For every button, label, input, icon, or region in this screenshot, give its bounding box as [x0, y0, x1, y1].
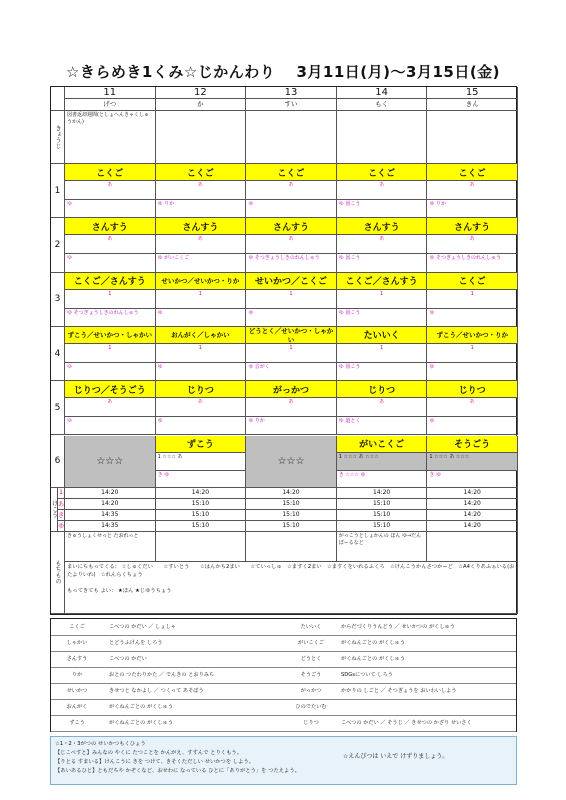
row-ki-yu: ゆ	[65, 200, 156, 218]
row-a: あ	[337, 235, 428, 254]
goals-text	[55, 740, 300, 776]
goal-line: 【じこべすと】みんなの やくに たつことを かんがえ、すすんで とりくもう。	[55, 750, 242, 756]
row-ki-yu: ゆ	[65, 363, 156, 381]
row-ki-yu: き ☆☆☆ ゆ	[337, 471, 428, 488]
subject-name: さんすう	[65, 218, 156, 235]
row-a: 1	[246, 290, 337, 309]
legend-key: こくご	[69, 624, 85, 630]
goal-line: 【あいあるひと】ともだちや かぞくなど、おせわに なっている ひとに「ありがとう」を つたえよう。	[55, 768, 300, 774]
subject-name: どうとく／せいかつ・しゃかい	[246, 327, 337, 344]
legend-row	[51, 683, 516, 700]
subject-name: こくご	[427, 273, 518, 290]
dismissal-time: 14:20	[65, 499, 156, 510]
dismissal-time: 15:10	[337, 499, 428, 510]
header-corner	[51, 87, 65, 111]
row-a: あ	[337, 398, 428, 417]
period-label: 6	[51, 436, 65, 488]
legend-key: ひのでたいむ	[295, 704, 327, 710]
subject-name: たいいく	[337, 327, 428, 344]
dismissal-label: げこう	[51, 488, 58, 532]
legend-desc: おとの つたわりかた ／ でんきの とおりみち	[109, 672, 215, 678]
subject-name: こくご	[427, 164, 518, 181]
row-ki-yu: き ゆ	[427, 471, 518, 488]
row-a: 1	[246, 344, 337, 363]
row-ki-yu: ゆ がいこくご	[156, 254, 247, 272]
row-ki-yu: ゆ 図こう	[337, 200, 428, 218]
timetable	[50, 86, 517, 615]
everyday-items	[65, 562, 518, 615]
subject-name: さんすう	[156, 218, 247, 235]
everyday-list: ☆しゅくだい ☆すいとう ☆はんかち2まい ☆ていっしゅ ☆ますく2まい ☆ますくをいれるふくろ ☆けんこうかんさつかーど ☆A4くりあふぁいる(おたよりいれ) ☆れんらくちょう	[67, 563, 515, 578]
subject-name: がいこくご	[337, 436, 428, 453]
belongings-day	[427, 532, 518, 562]
morning-empty	[156, 111, 247, 164]
subject-name: こくご	[246, 164, 337, 181]
subject-name: こくご／さんすう	[65, 273, 156, 290]
row-ki-yu: ゆ	[427, 309, 518, 327]
legend-desc: がくねんごとの がくしゅう	[341, 656, 405, 662]
row-a: あ	[65, 398, 156, 417]
row-a: 1 ☆☆☆ あ ☆☆☆	[427, 453, 518, 471]
day-name: か	[156, 99, 247, 111]
day-number: 13	[246, 87, 337, 99]
day-number: 12	[156, 87, 247, 99]
row-a: 1	[156, 290, 247, 309]
dismissal-time: 14:20	[65, 488, 156, 499]
dismissal-time: 14:20	[246, 488, 337, 499]
row-a: あ	[65, 181, 156, 200]
dismissal-group: き	[58, 510, 65, 521]
subject-name: こくご	[337, 164, 428, 181]
dismissal-time: 15:10	[156, 499, 247, 510]
dismissal-time: 15:10	[246, 510, 337, 521]
belongings-day: きゅうしょくせっと たおれっと	[65, 532, 156, 562]
subject-name: がっかつ	[246, 381, 337, 398]
legend-key: おんがく	[66, 704, 88, 710]
legend-desc: がくねんごとの がくしゅう	[109, 704, 173, 710]
dismissal-group: 1	[58, 488, 65, 499]
stars-block: ☆☆☆	[65, 436, 156, 488]
dismissal-group: あ	[58, 499, 65, 510]
row-ki-yu: ゆ	[246, 200, 337, 218]
legend-key: ずこう	[69, 720, 85, 726]
dismissal-time: 14:35	[65, 510, 156, 521]
subject-name: ずこう／せいかつ・りか	[427, 327, 518, 344]
row-ki-yu: ゆ そつぎょうしきのれんしゅう	[65, 309, 156, 327]
subject-name: こくご	[156, 164, 247, 181]
period-label: 1	[51, 164, 65, 218]
subject-name: さんすう	[246, 218, 337, 235]
dismissal-time: 15:10	[156, 521, 247, 532]
legend-desc: がくねんごとの がくしゅう	[341, 640, 405, 646]
row-ki-yu: ゆ 道とく	[337, 417, 428, 435]
row-a: あ	[427, 235, 518, 254]
stars-block: ☆☆☆	[246, 436, 337, 488]
row-ki-yu: ゆ りか	[156, 200, 247, 218]
legend-row	[51, 651, 516, 668]
subject-name: こくご	[65, 164, 156, 181]
belongings-day	[246, 532, 337, 562]
day-number: 15	[427, 87, 518, 99]
row-a: 1	[337, 344, 428, 363]
legend-row	[51, 699, 516, 716]
row-ki-yu: き ゆ	[156, 471, 247, 488]
subject-name: ずこう	[156, 436, 247, 453]
notes-box	[50, 736, 517, 785]
dismissal-time: 15:10	[246, 499, 337, 510]
dismissal-time: 14:20	[427, 521, 518, 532]
subject-name: こくご／さんすう	[337, 273, 428, 290]
everyday-title: まいにちもってくる：	[67, 563, 120, 570]
row-a: 1	[65, 290, 156, 309]
dismissal-time: 14:20	[337, 488, 428, 499]
dismissal-time: 15:10	[337, 521, 428, 532]
optional-list: ★ほん ★じゆうちょう	[118, 587, 172, 594]
dismissal-time: 15:10	[337, 510, 428, 521]
row-a: あ	[337, 181, 428, 200]
row-ki-yu: ゆ りか	[246, 417, 337, 435]
dismissal-time: 14:20	[156, 488, 247, 499]
day-number: 11	[65, 87, 156, 99]
optional-title: もってきても よい：	[67, 587, 117, 594]
morning-label: きょうじ	[51, 111, 65, 164]
subject-name: せいかつ／こくご	[246, 273, 337, 290]
morning-empty	[246, 111, 337, 164]
pencil-note: ☆えんぴつは いえで けずりましょう。	[343, 753, 449, 760]
dismissal-time: 14:20	[427, 510, 518, 521]
row-a: あ	[156, 235, 247, 254]
goal-line: 【りとる すまいる】けんこうに きを つけて、きそくただしい せいかつを しよう。	[55, 759, 255, 765]
legend-key: そうごう	[300, 672, 322, 678]
row-ki-yu: ゆ	[156, 363, 247, 381]
subject-name: じりつ	[337, 381, 428, 398]
legend-desc: からだづくりうんどう ／ せいかつの がくしゅう	[341, 624, 455, 630]
row-a: 1	[427, 344, 518, 363]
row-a: 1	[65, 344, 156, 363]
legend-row	[51, 635, 516, 652]
row-a: あ	[156, 398, 247, 417]
goal-line: ☆1・2・3がつの せいかつもくひょう	[55, 741, 146, 747]
row-a: 1 ☆☆☆ あ ☆☆☆	[337, 453, 428, 471]
legend-key: がいこくご	[298, 640, 324, 646]
subject-name: じりつ	[427, 381, 518, 398]
belongings-day	[156, 532, 247, 562]
legend-row	[51, 619, 516, 636]
row-a: あ	[156, 181, 247, 200]
day-name: げつ	[65, 99, 156, 111]
row-a: あ	[246, 398, 337, 417]
subject-name: さんすう	[427, 218, 518, 235]
legend-desc: こべつの かだい	[109, 656, 147, 662]
row-ki-yu: ゆ 図こう	[337, 363, 428, 381]
dismissal-group: ゆ	[58, 521, 65, 532]
legend-row	[51, 715, 516, 732]
legend-key: じりつ	[303, 720, 319, 726]
row-ki-yu: ゆ 図こう	[337, 254, 428, 272]
period-label: 2	[51, 218, 65, 272]
belongings-label: もちもの	[51, 532, 65, 615]
subject-name: ずこう／せいかつ・しゃかい	[65, 327, 156, 344]
subject-name: せいかつ／せいかつ・りか	[156, 273, 247, 290]
legend-key: しゃかい	[66, 640, 88, 646]
legend-key: さんすう	[66, 656, 88, 662]
row-a: 1 ☆☆☆ あ	[156, 453, 247, 471]
dismissal-time: 14:35	[65, 521, 156, 532]
legend-desc: とどうふけんを しろう	[109, 640, 163, 646]
period-label: 4	[51, 327, 65, 381]
period-label: 3	[51, 273, 65, 327]
row-ki-yu: ゆ そつぎょうしきのれんしゅう	[427, 254, 518, 272]
legend-key: たいいく	[300, 624, 322, 630]
row-a: あ	[427, 181, 518, 200]
dismissal-time: 14:20	[427, 488, 518, 499]
subject-legend	[50, 618, 517, 732]
row-ki-yu: ゆ	[156, 309, 247, 327]
day-name: すい	[246, 99, 337, 111]
subject-name: おんがく／しゃかい	[156, 327, 247, 344]
legend-key: がっかつ	[300, 688, 322, 694]
row-ki-yu: ゆ りか	[427, 200, 518, 218]
row-a: あ	[246, 235, 337, 254]
dismissal-time: 15:10	[156, 510, 247, 521]
dismissal-time: 14:20	[427, 499, 518, 510]
row-a: あ	[65, 235, 156, 254]
row-a: 1	[156, 344, 247, 363]
row-ki-yu: ゆ	[65, 417, 156, 435]
legend-desc: こべつの かだい ／ しょしゃ	[109, 624, 176, 630]
period-label: 5	[51, 381, 65, 435]
row-ki-yu: ゆ	[427, 363, 518, 381]
legend-desc: かかりの しごと ／ そつぎょうを おいわいしよう	[341, 688, 457, 694]
row-ki-yu: ゆ	[156, 417, 247, 435]
subject-name: そうごう	[427, 436, 518, 453]
subject-name: じりつ	[156, 381, 247, 398]
row-ki-yu: ゆ 音がく	[246, 363, 337, 381]
row-a: あ	[427, 398, 518, 417]
legend-row	[51, 667, 516, 684]
row-ki-yu: ゆ そつぎょうしきのれんしゅう	[246, 254, 337, 272]
legend-key: せいかつ	[66, 688, 88, 694]
day-name: きん	[427, 99, 518, 111]
page-title: ☆きらめき1くみ☆じかんわり 3月11日(月)～3月15日(金)	[65, 63, 501, 81]
day-number: 14	[337, 87, 428, 99]
row-ki-yu: ゆ	[65, 254, 156, 272]
legend-desc: こべつの かだい ／ そうじ ／ きせつの かざり せいさく	[341, 720, 472, 726]
row-ki-yu: ゆ	[427, 417, 518, 435]
legend-key: どうとく	[300, 656, 322, 662]
morning-empty	[427, 111, 518, 164]
day-name: もく	[337, 99, 428, 111]
morning-note: 図書返却週間(としょへんきゃくしゅうかん)	[65, 111, 156, 164]
legend-desc: きせつと なかよし ／ つくって あそぼう	[109, 688, 204, 694]
row-ki-yu: ゆ	[246, 309, 337, 327]
morning-empty	[337, 111, 428, 164]
row-a: あ	[246, 181, 337, 200]
belongings-day: がっこうとしょかんの ほん ゆ→だんぼーるなど	[337, 532, 428, 562]
row-ki-yu: ゆ 図こう	[337, 309, 428, 327]
row-a: 1	[427, 290, 518, 309]
row-a: 1	[337, 290, 428, 309]
subject-name: じりつ／そうごう	[65, 381, 156, 398]
subject-name: さんすう	[337, 218, 428, 235]
legend-key: りか	[71, 672, 83, 678]
legend-desc: がくねんごとの がくしゅう	[109, 720, 173, 726]
legend-desc: SDGsについて しろう	[341, 672, 393, 678]
dismissal-time: 15:10	[246, 521, 337, 532]
